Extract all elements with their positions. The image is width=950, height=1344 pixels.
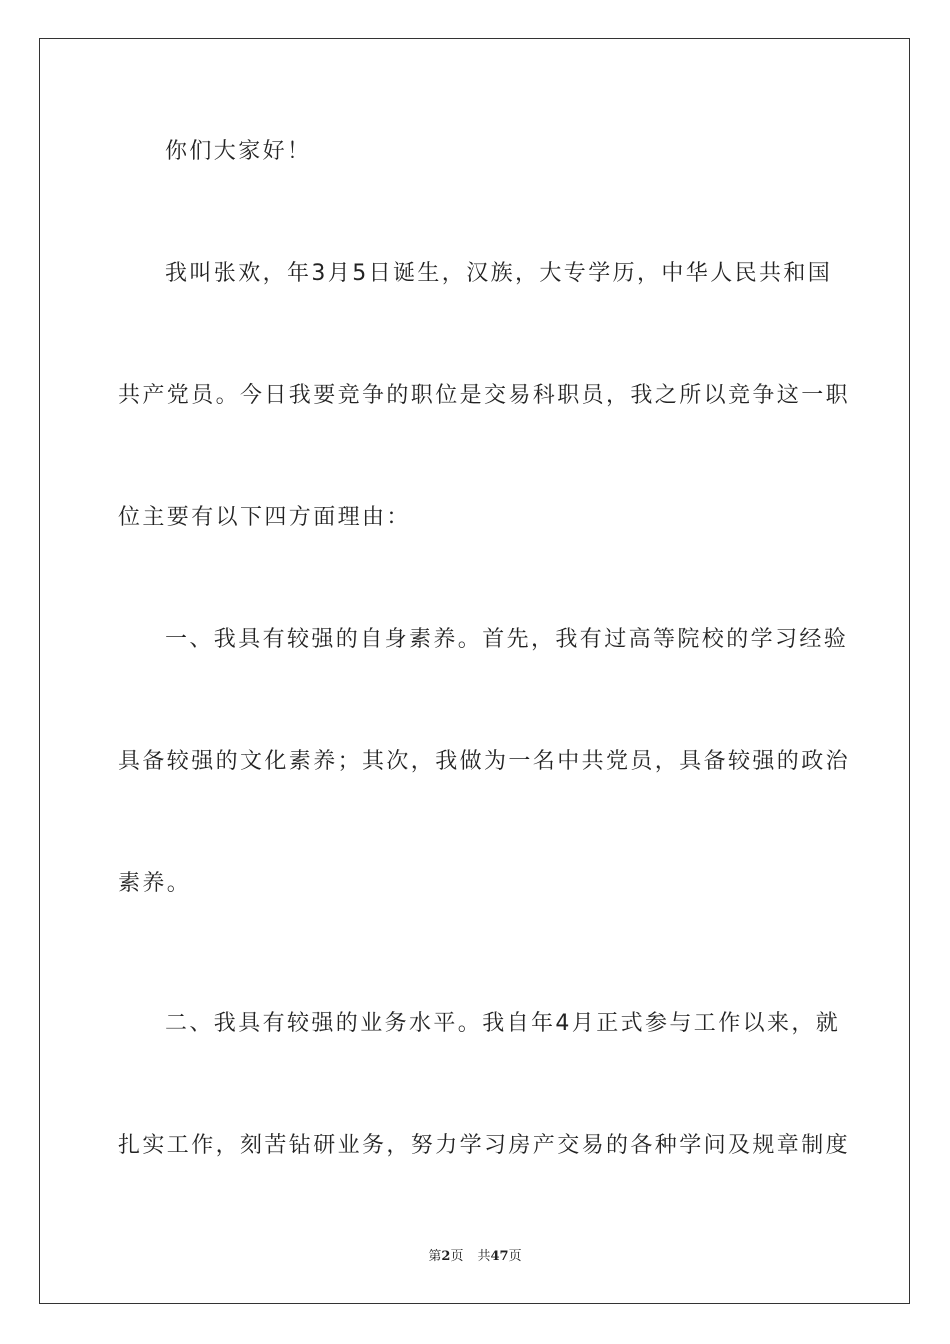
text-line-9: 扎实工作，刻苦钻研业务，努力学习房产交易的各种学问及规章制度 (118, 1133, 851, 1158)
text-line-8: 二、我具有较强的业务水平。我自年4月正式参与工作以来，就 (165, 1011, 841, 1036)
page-suffix: 页 (450, 1249, 464, 1264)
text-line-7: 素养。 (118, 871, 192, 896)
text-line-5: 一、我具有较强的自身素养。首先，我有过高等院校的学习经验 (165, 627, 849, 652)
total-pages: 47 (490, 1249, 509, 1264)
text-line-3: 共产党员。今日我要竞争的职位是交易科职员，我之所以竞争这一职 (118, 383, 851, 408)
page-number: 2 (441, 1249, 451, 1264)
page-footer (0, 1248, 950, 1266)
text-line-6: 具备较强的文化素养；其次，我做为一名中共党员，具备较强的政治 (118, 749, 851, 774)
text-line-4: 位主要有以下四方面理由： (118, 505, 411, 530)
page-prefix: 第 (428, 1249, 442, 1264)
page-border (39, 38, 910, 1304)
text-line-1: 你们大家好！ (165, 139, 312, 164)
total-suffix: 页 (508, 1249, 522, 1264)
total-prefix: 共 (477, 1249, 491, 1264)
text-line-2: 我叫张欢，年3月5日诞生，汉族，大专学历，中华人民共和国 (165, 261, 833, 286)
